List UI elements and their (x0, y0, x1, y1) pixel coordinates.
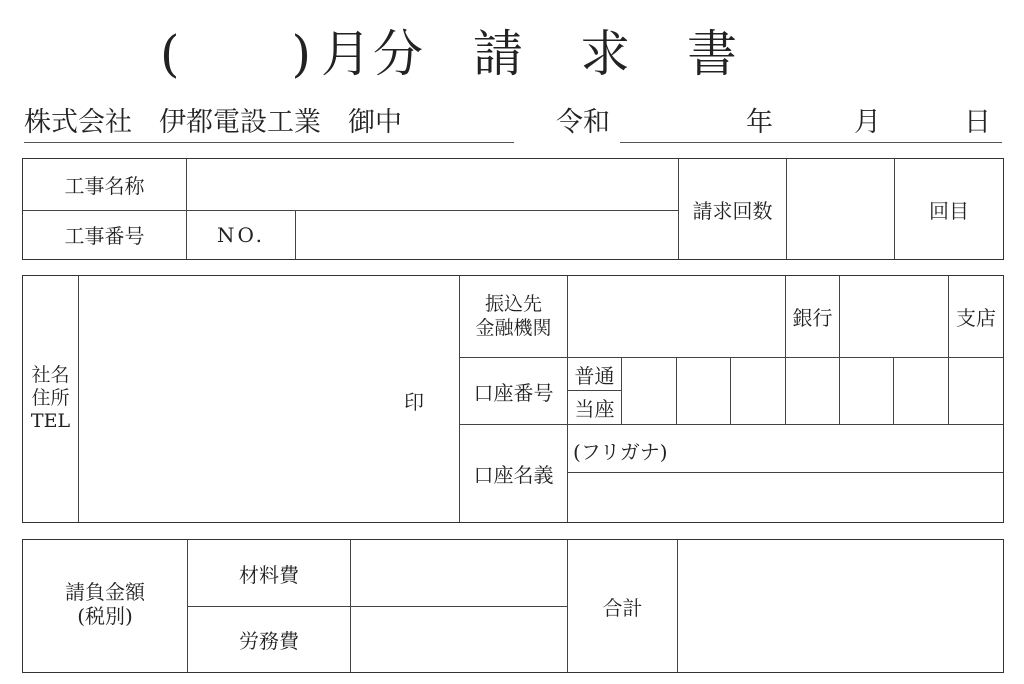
date-month: 月 (854, 107, 881, 138)
materials-label: 材料費 (239, 562, 299, 587)
branch-name-field[interactable] (840, 276, 948, 357)
billing-count-field[interactable] (787, 159, 894, 259)
company-bank-table (22, 275, 1004, 523)
account-number-label: 口座番号 (473, 380, 554, 405)
company-address-label: 住所 (31, 387, 70, 409)
total-label: 合計 (602, 595, 643, 620)
construction-number-label: 工事番号 (64, 224, 145, 248)
construction-table (22, 158, 1004, 260)
company-name-label: 社名 (31, 364, 70, 386)
addressee (24, 100, 402, 139)
construction-name-field[interactable] (187, 159, 677, 210)
billing-count-label: 請求回数 (692, 198, 773, 223)
labor-amount-field[interactable] (351, 607, 567, 672)
contract-amount-label: 請負金額 (税別) (65, 580, 145, 628)
bank-label: 銀行 (792, 306, 833, 330)
transfer-bank-label: 振込先 金融機関 (475, 293, 552, 339)
labor-label: 労務費 (239, 629, 299, 653)
title-invoice (473, 25, 739, 83)
title-close-paren: ) (291, 25, 314, 83)
account-type-ordinary[interactable]: 普通 (574, 363, 615, 388)
account-number-field[interactable] (622, 358, 1003, 424)
construction-name-label: 工事名称 (64, 174, 145, 198)
branch-label: 支店 (956, 306, 996, 330)
company-info-label (23, 364, 78, 433)
billing-count-suffix: 回目 (929, 198, 969, 223)
construction-number-prefix: NO. (216, 222, 266, 247)
addressee-underline (24, 142, 514, 143)
addressee-company: 株式会社 伊都電設工業 御中 (24, 107, 402, 138)
account-name-field[interactable] (568, 473, 1003, 522)
seal-mark: 印 (404, 390, 424, 414)
furigana-label: (フリガナ) (573, 440, 668, 464)
date-day: 日 (964, 107, 991, 138)
bank-name-field[interactable] (568, 276, 785, 357)
total-amount-field[interactable] (678, 540, 1003, 672)
company-info-field[interactable] (79, 276, 459, 522)
materials-amount-field[interactable] (351, 540, 567, 606)
document-title (160, 14, 739, 86)
date-underline (620, 142, 1002, 143)
date-field[interactable] (556, 100, 1006, 139)
amount-table (22, 539, 1004, 673)
title-open-paren: ( (160, 25, 182, 83)
company-tel-label: TEL (30, 410, 71, 432)
title-char: 求 (580, 25, 633, 83)
date-year: 年 (746, 107, 773, 138)
account-type-current[interactable]: 当座 (574, 397, 615, 421)
account-name-label: 口座名義 (473, 463, 554, 487)
title-month-part: 月分 (321, 25, 426, 83)
date-era: 令和 (556, 107, 610, 138)
construction-number-field[interactable] (296, 210, 677, 259)
title-char: 請 (473, 25, 526, 83)
title-char: 書 (687, 25, 740, 83)
